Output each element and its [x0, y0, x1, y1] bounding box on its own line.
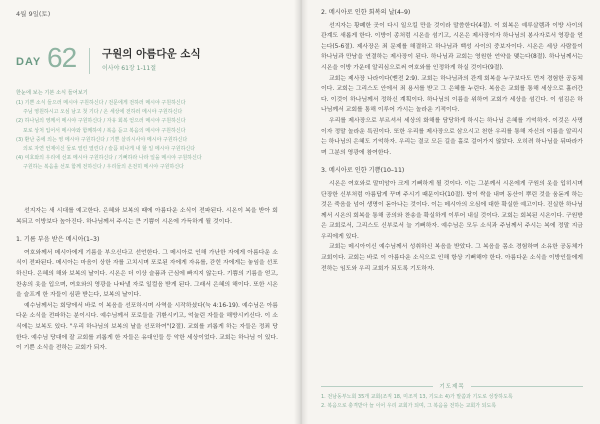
day-number: 62 — [47, 42, 77, 73]
left-body-text — [16, 206, 278, 354]
right-page — [301, 0, 600, 424]
prayer-box — [321, 382, 583, 411]
day-divider — [89, 48, 90, 74]
section-3-body — [321, 179, 583, 274]
intro-paragraphs — [16, 206, 278, 227]
scripture-reference: 이사야 61장 1-11절 — [102, 65, 157, 72]
body-paragraph: 교회는 메시아이신 예수님께서 성취하신 복음을 받았다. 그 복음을 몸소 경험하며 소유한 공동체가 교회이다. 교회는 바로 이 아름다운 소식으로 인해 항상 기뻐해야 한다. 아름다운 소식을 이방인들에게 전하는 임도와 우리 교회가 되도록 기도하자. — [321, 244, 583, 272]
body-paragraph: 시온은 여호와로 말미암아 크게 기뻐하게 될 것이다. 이는 그분께서 시온에게 구원의 옷을 입히시며 단장한 신부처럼 아름답게 꾸며 주시기 때문이다(10절). 땅이 싹을 내며 동산이 뿌린 것을 움돋게 하는 것은 죽음을 넘어 생명이 돋아나는 것이다. 이는 메시아의 오심에 대한 확실한 예고이다. 진실한 하나님께서 시온의 회복을 통해 공의와 찬송을 확실하게 이루어 내실 것이다. 교회는 회복된 시온이다. 구원받은 교회로서, 그리스도 신부로서 늘 기뻐하자. 예수님은 모두 소식과 주님께서 주시는 복에 정말 지금 우리에게 있다. — [321, 180, 583, 240]
book-gutter — [294, 0, 308, 424]
section-2-heading: 2. 메시아로 인한 회복의 날(4–9) — [321, 9, 411, 16]
day-label: DAY — [16, 56, 42, 68]
outline-line: (1) 기쁜 소식 들으러 메시야 구원하신다 / 전문에게 전하러 메시야 구원하신다 — [16, 100, 186, 106]
section-1-body — [16, 248, 278, 354]
hymn-outline — [16, 89, 271, 173]
left-page — [0, 0, 299, 424]
page-date: 4월 9일(토) — [16, 10, 51, 18]
prayer-item: 1. 전남동부노회 35개 교회(조직 18, 미조직 13, 기도소 4)가 말씀과 기도로 성장하도록 — [321, 394, 513, 400]
right-body-text — [321, 8, 583, 274]
outline-line: (3) 환난 중에 의는 영 메시야 구원하신다 / 기쁜 살리시사야 메시야 구원하신다 — [16, 136, 188, 143]
section-1-heading: 1. 기름 부음 받은 메시아(1–3) — [16, 236, 100, 244]
prayer-rule-left — [321, 386, 433, 387]
section-2-body — [321, 21, 583, 159]
outline-line: 구원하는 복음을 선포 함께 전하신다 / 우리들의 온전히 메시야 구원하신다 — [23, 164, 184, 171]
outline-line: 포로 상처 입어서 메시야와 함께하여 / 복음 듣고 복음의 메시야 구원하신다 — [23, 127, 186, 134]
outline-line: 의로 자연 언제이신 둘로 열린 열린다 / 슬픔 떠나게 내 할 일 메시야 구원하신다 — [23, 146, 196, 153]
outline-intro: 한눈에 보는 기본 소식 들어보기 — [16, 90, 88, 96]
prayer-rule-right — [471, 386, 583, 387]
body-paragraph: 여호와께서 메시아에게 기름을 부으신다고 선언한다. 그 메시아로 인해 가난한 자에게 아름다운 소식이 전파된다. 메시아는 마음이 상한 자를 고치시며 포로된 자에게 자유를, 갇힌 자에게는 놓임을 선포하신다. 은혜의 해와 보복의 날이다. 시온은 더 이상 슬픔과 근심에 빠지지 않는다. 기쁨의 기름을 얻고, 찬송의 옷을 입으며, 여호와의 영광을 나타낼 자로 일컬음 받게 된다. 그래서 은혜의 해이다. 또한 시온을 슬프게 한 자들이 심판 받는다, 보복의 날이다. — [16, 249, 278, 299]
prayer-title-row — [321, 382, 583, 390]
body-paragraph: 선지자는 새 시대를 예고한다. 은혜와 보복의 때에 아름다운 소식이 전파된다. 시온이 복을 받아 회복되고 이방보다 높아진다. 하나님께서 주시는 큰 기쁨이 시온에 가득하게 될 것이다. — [16, 208, 278, 225]
body-paragraph: 우리를 제사장으로 부르셔서 세상의 화해를 담당하게 하시는 하나님 은혜를 기억하자. 이것은 사명이자 정말 놀라운 특권이다. 또한 우리를 제사장으로 삼으시고 천한 우리를 통해 자신의 이름을 알리시는 하나님의 은혜도 기억하자. 우리는 결코 모든 길을 홀로 걸어가지 않았다. 오히려 하나님을 뒤따라가며 그분의 영광에 참여한다. — [321, 117, 583, 156]
body-paragraph: 선지자는 황폐한 곳이 다시 일으킬 만을 것이라 말씀한다(4절). 이 회복은 예루살렘과 이방 사이의 관계도 새롭게 한다. 이방이 종처럼 시온을 섬기고, 시온은 제사장이자 하나님의 봉사자로서 영광을 얻는다(5-6절). 제사장은 죄 문제를 해결하고 하나님과 백성 사이의 중보자이다. 시온은 세상 사람들이 하나님과 만남을 연결하는 제사장이 된다. 하나님과 교회는 영원한 언약을 맺는다(8절). 하나님께서는 시온을 이방 가운데 알리심으로써 여호와를 인정하게 하실 것이다(9절). — [321, 22, 583, 71]
section-3-heading: 3. 메시아로 인한 기쁨(10–11) — [321, 167, 405, 175]
outline-list — [16, 99, 271, 173]
outline-line: (2) 하나님의 영께서 메시야 구원하신다 / 자유 회복 얻으러 메시야 구원하신다 — [16, 118, 186, 125]
prayer-item: 2. 복음으로 충격받아 늘 이어 우리 교회가 되며, 그 복음을 전하는 교회가 되도록 — [321, 403, 497, 409]
outline-line: (4) 여호와의 우리에 선포 메시야 구원하신다 / 기뻐하라 나라 일을 메시야 구원하신다 — [16, 155, 202, 162]
prayer-title: 기도제목 — [439, 384, 465, 390]
outline-line: 주님 영원하시고 오심 남고 첫 기다 / 온 세상에 전하러 메시야 구원하신다 — [23, 109, 183, 116]
prayer-list — [321, 393, 583, 411]
page-title: 구원의 아름다운 소식 — [102, 48, 201, 60]
day-header — [16, 42, 286, 78]
body-paragraph: 교회는 제사장 나라이다(벧전 2:9). 교회는 하나님과의 관계 회복을 누구보다도 먼저 경험한 공동체이다. 교회는 그리스도 안에서 죄 용서를 받고 그 은혜를 누린다. 복음은 교회를 통해 세상으로 흘러간다. 이것이 하나님께서 정하신 계획이다. 하나님의 이름을 위하여 교회가 세상을 섬긴다. 이 섬김은 하나님께서 교회를 통해 이루어 가시는 놀라운 기적이다. — [321, 75, 583, 114]
body-paragraph: 예수님께서는 회당에서 바로 이 복음을 선포하시며 사역을 시작하셨다(눅 4:16-19). 예수님은 아름다운 소식을 전파하는 분이시다. 예수님께서 포로들을 귀환시키고, 억눌린 자들을 해방시키신다. 이 소식에는 보복도 있다. "우리 하나님의 보복의 날을 선포하여"(2절). 교회를 괴롭게 하는 자들은 정죄 당한다. 예수님 당대에 잘 교회를 괴롭게 한 자들은 유대인들 등 악한 세상이었다. 교회는 하나님 이 있다. 이 기쁜 소식을 전하는 교회가 되자. — [16, 302, 278, 352]
